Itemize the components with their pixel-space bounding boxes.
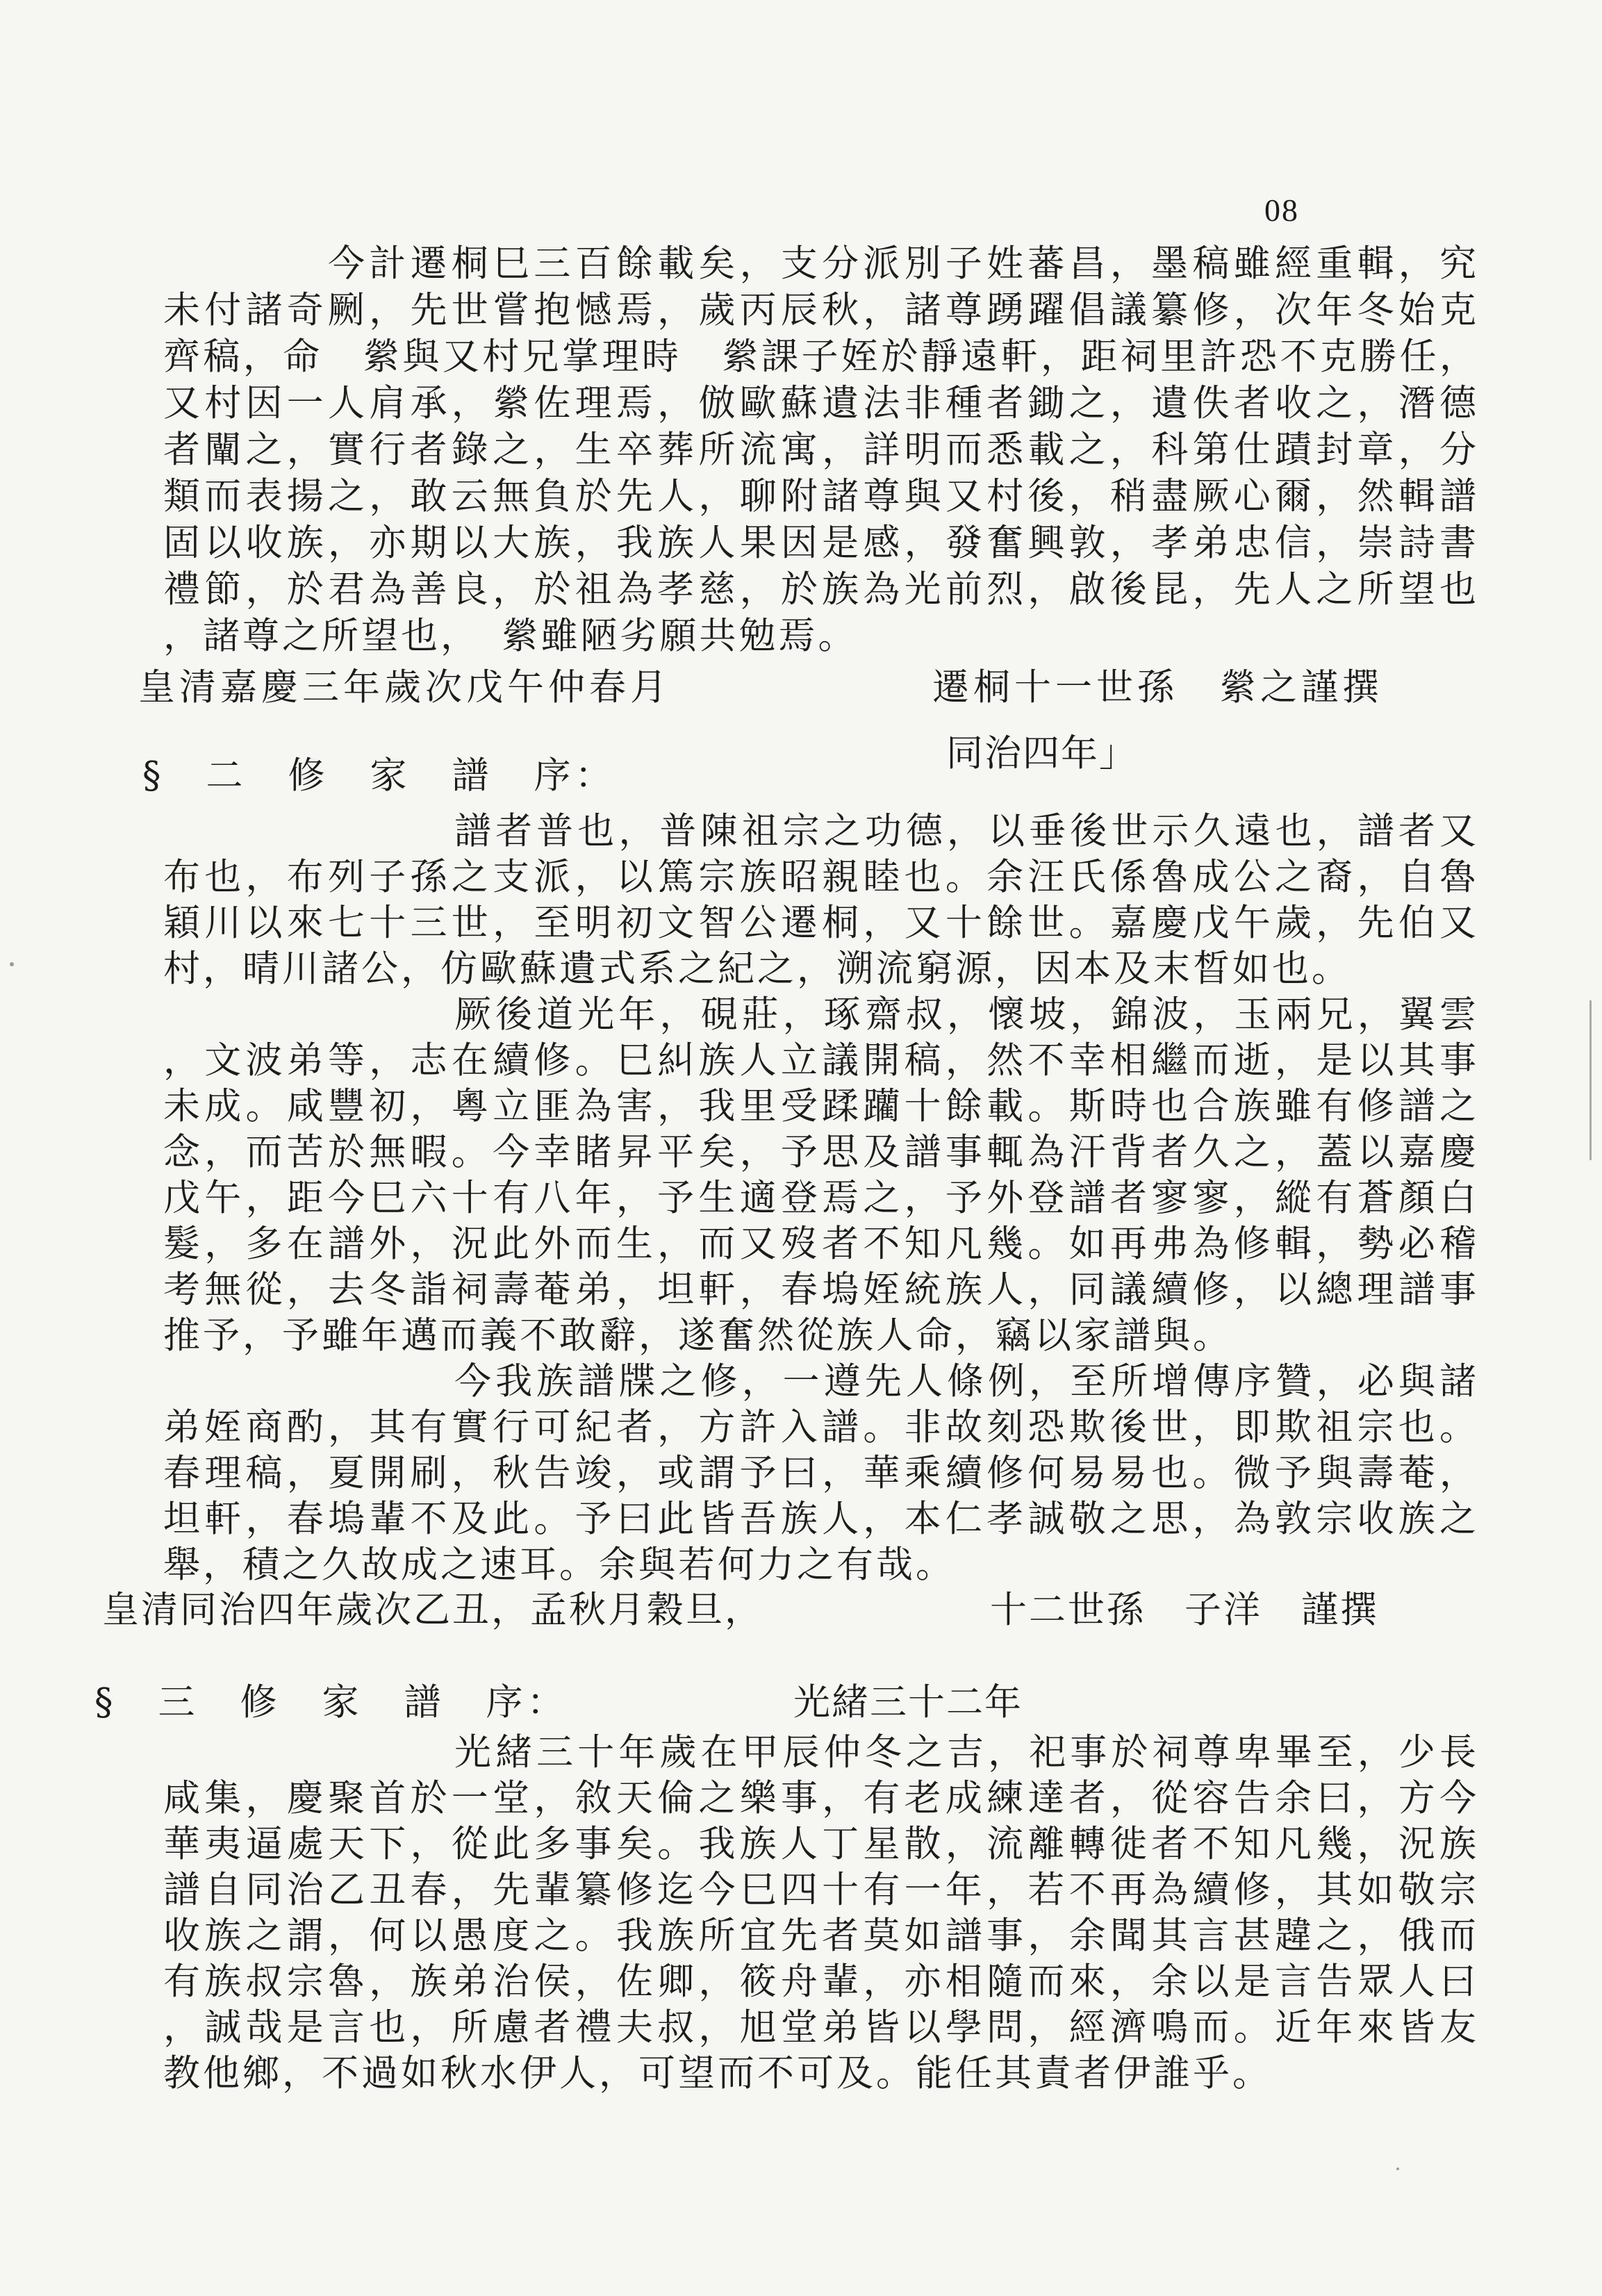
text-line: 者闡之，實行者錄之，生卒葬所流寓，詳明而悉載之，科第仕蹟封章，分 [163,429,1476,471]
section-2-title: § 二 修 家 譜 序： [142,754,616,797]
text-line: 譜自同治乙丑春，先輩纂修迄今巳四十有一年，若不再為續修，其如敬宗 [163,1869,1476,1911]
page-number: 08 [1264,192,1299,228]
preface-1-signature: 遷桐十一世孫 縈之謹撰 [932,666,1383,709]
text-line: 今計遷桐巳三百餘載矣，支分派別子姓蕃昌，墨稿雖經重輯，究 [328,242,1476,285]
text-line: 推予，予雖年邁而義不敢辭，遂奮然從族人命，竊以家譜與。 [163,1314,1232,1357]
text-line: 有族叔宗魯，族弟治侯，佐卿，筱舟輩，亦相隨而來，余以是言告眾人曰 [163,1960,1476,2003]
text-line: 齊稿，命 縈與又村兄掌理時 縈課子姪於靜遠軒，距祠里許恐不克勝任， [163,336,1476,378]
text-line: 穎川以來七十三世，至明初文智公遷桐，又十餘世。嘉慶戊午歲，先伯又 [163,902,1476,944]
text-line: 坦軒，春塢輩不及此。予曰此皆吾族人，本仁孝誠敬之思，為敦宗收族之 [163,1498,1476,1540]
text-line: 厥後道光年，硯莊，琢齋叔，懷坡，錦波，玉兩兄，翼雲 [454,993,1476,1036]
text-line: 收族之謂，何以愚度之。我族所宜先者莫如譜事，余聞其言甚韙之，俄而 [163,1915,1476,1957]
preface-1-date: 皇清嘉慶三年歲次戊午仲春月 [138,666,671,709]
text-line: 類而表揚之，敢云無負於先人，聊附諸尊與又村後，稍盡厥心爾，然輯譜 [163,475,1476,518]
text-line: 今我族譜牒之修，一遵先人條例，至所增傳序贊，必與諸 [454,1360,1476,1403]
scan-speck [10,962,14,966]
section-3-title: § 三 修 家 譜 序： [94,1681,568,1724]
text-line: 咸集，慶聚首於一堂，敘天倫之樂事，有老成練達者，從容告余曰，方今 [163,1777,1476,1819]
text-line: 考無從，去冬詣祠壽菴弟，坦軒，春塢姪統族人，同議續修，以總理譜事 [163,1269,1476,1311]
text-line: 華夷逼處天下，從此多事矣。我族人丁星散，流離轉徙者不知凡幾，況族 [163,1823,1476,1865]
text-line: 村，晴川諸公，仿歐蘇遺式系之紀之，溯流窮源，因本及末晳如也。 [163,948,1351,990]
preface-1-body [163,240,1476,659]
text-line: 春理稿，夏開刷，秋告竣，或謂予曰，華乘續修何易易也。微予與壽菴， [163,1452,1476,1494]
preface-2-signature: 十二世孫 子洋 謹撰 [990,1589,1379,1631]
section-3-year: 光緒三十二年 [793,1681,1023,1724]
text-line: 髮，多在譜外，況此外而生，而又歿者不知凡幾。如再弗為修輯，勢必稽 [163,1223,1476,1265]
scan-artifact-line [1589,1000,1592,1160]
text-line: ，文波弟等，志在續修。巳糾族人立議開稿，然不幸相繼而逝，是以其事 [163,1039,1476,1082]
preface-2-body [163,809,1476,1588]
text-line: 戊午，距今巳六十有八年，予生適登焉之，予外登譜者寥寥，縱有蒼顏白 [163,1177,1476,1219]
scan-speck [1396,2167,1399,2170]
text-line: 未成。咸豐初，粵立匪為害，我里受蹂躪十餘載。斯時也合族雖有修譜之 [163,1085,1476,1128]
preface-2-date: 皇清同治四年歲次乙丑，孟秋月穀旦， [102,1589,763,1631]
text-line: 布也，布列子孫之支派，以篤宗族昭親睦也。余汪氏係魯成公之裔，自魯 [163,856,1476,898]
text-line: 教他鄉，不過如秋水伊人，可望而不可及。能任其責者伊誰乎。 [163,2052,1272,2095]
section-2-year: 同治四年」 [946,732,1137,775]
text-line: 譜者普也，普陳祖宗之功德，以垂後世示久遠也，譜者又 [454,810,1476,852]
text-line: 未付諸奇劂，先世嘗抱憾焉，歲丙辰秋，諸尊踴躍倡議纂修，次年冬始克 [163,289,1476,331]
text-line: 又村因一人肩承，縈佐理焉，倣歐蘇遺法非種者鋤之，遺佚者收之，潛德 [163,382,1476,424]
text-line: 光緒三十年歲在甲辰仲冬之吉，祀事於祠尊卑畢至，少長 [454,1731,1476,1774]
text-line: 弟姪商酌，其有實行可紀者，方許入譜。非故刻恐欺後世，即欺祖宗也。 [163,1406,1476,1448]
preface-3-body [163,1730,1476,2097]
text-line: 固以收族，亦期以大族，我族人果因是感，發奮興敦，孝弟忠信，崇詩書 [163,522,1476,564]
text-line: ，諸尊之所望也， 縈雖陋劣願共勉焉。 [163,615,858,657]
text-line: 念，而苦於無暇。今幸睹昇平矣，予思及譜事輒為汗背者久之，蓋以嘉慶 [163,1131,1476,1173]
text-line: 舉，積之久故成之速耳。余與若何力之有哉。 [163,1544,955,1586]
text-line: 禮節，於君為善良，於祖為孝慈，於族為光前烈，啟後昆，先人之所望也 [163,568,1476,611]
text-line: ，誠哉是言也，所慮者禮夫叔，旭堂弟皆以學問，經濟鳴而。近年來皆友 [163,2006,1476,2049]
